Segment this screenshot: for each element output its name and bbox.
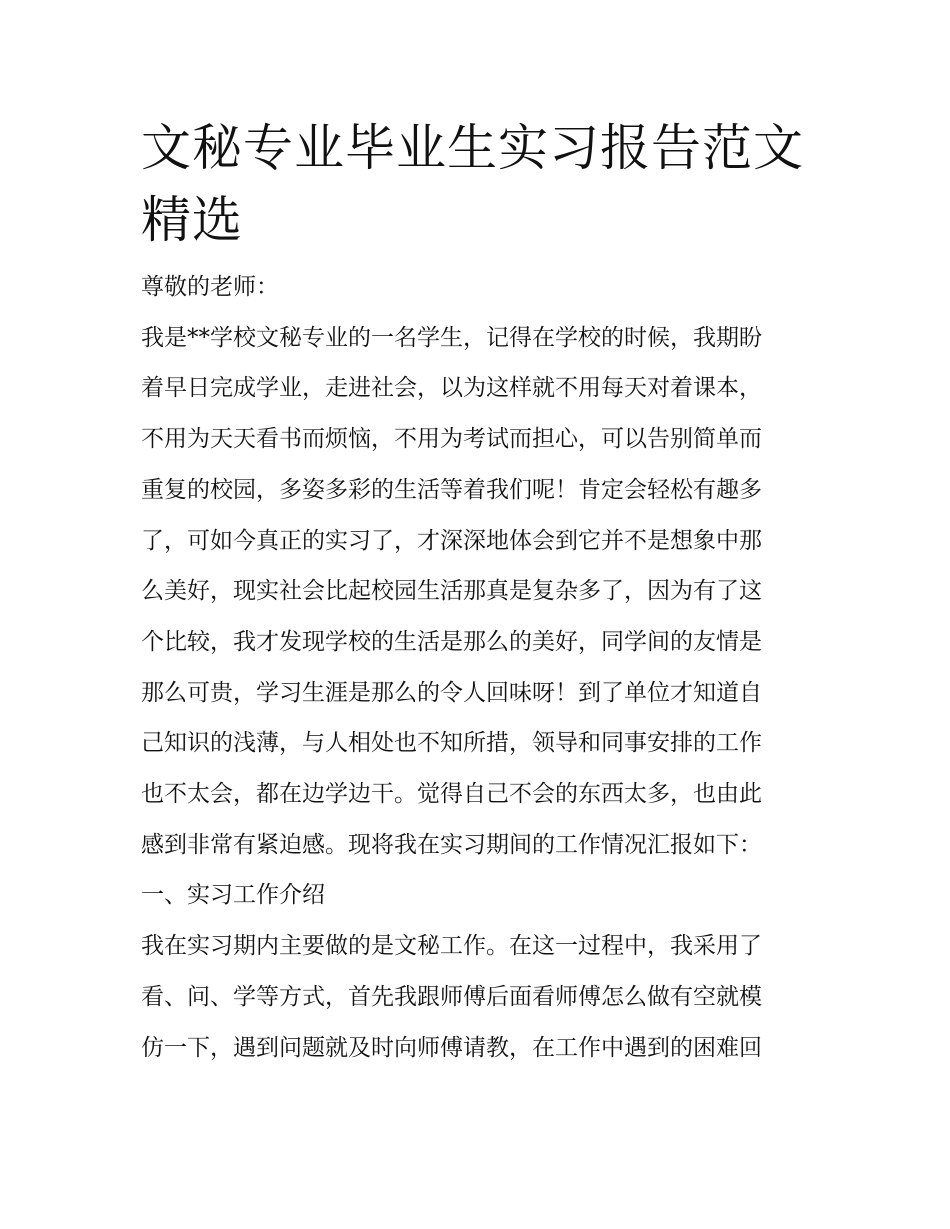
body-line: 己知识的浅薄，与人相处也不知所措，领导和同事安排的工作 bbox=[141, 730, 762, 757]
body-line: 感到非常有紧迫感。现将我在实习期间的工作情况汇报如下： bbox=[141, 831, 762, 858]
title-line: 精选 bbox=[141, 191, 243, 249]
document-content bbox=[141, 112, 821, 1073]
body-line: 重复的校园，多姿多彩的生活等着我们呢！肯定会轻松有趣多 bbox=[141, 476, 762, 503]
salutation: 尊敬的老师： bbox=[141, 274, 279, 300]
body-line: 那么可贵，学习生涯是那么的令人回味呀！到了单位才知道自 bbox=[141, 679, 762, 706]
title-line: 文秘专业毕业生实习报告范文 bbox=[141, 119, 804, 177]
document-title bbox=[141, 112, 821, 256]
body-line: 我是**学校文秘专业的一名学生，记得在学校的时候，我期盼 bbox=[141, 324, 762, 351]
body-line: 着早日完成学业，走进社会，以为这样就不用每天对着课本， bbox=[141, 375, 762, 402]
document-body bbox=[141, 262, 821, 1073]
body-line: 也不太会，都在边学边干。觉得自己不会的东西太多，也由此 bbox=[141, 781, 762, 808]
body-line: 了，可如今真正的实习了，才深深地体会到它并不是想象中那 bbox=[141, 527, 762, 554]
body-line: 我在实习期内主要做的是文秘工作。在这一过程中，我采用了 bbox=[141, 933, 762, 960]
body-line: 看、问、学等方式，首先我跟师傅后面看师傅怎么做有空就模 bbox=[141, 983, 762, 1010]
section-heading: 一、实习工作介绍 bbox=[141, 882, 325, 909]
body-line: 仿一下，遇到问题就及时向师傅请教，在工作中遇到的困难回 bbox=[141, 1034, 762, 1061]
body-line: 不用为天天看书而烦恼，不用为考试而担心，可以告别简单而 bbox=[141, 426, 762, 453]
body-line: 个比较，我才发现学校的生活是那么的美好，同学间的友情是 bbox=[141, 628, 762, 655]
body-line: 么美好，现实社会比起校园生活那真是复杂多了，因为有了这 bbox=[141, 578, 762, 605]
